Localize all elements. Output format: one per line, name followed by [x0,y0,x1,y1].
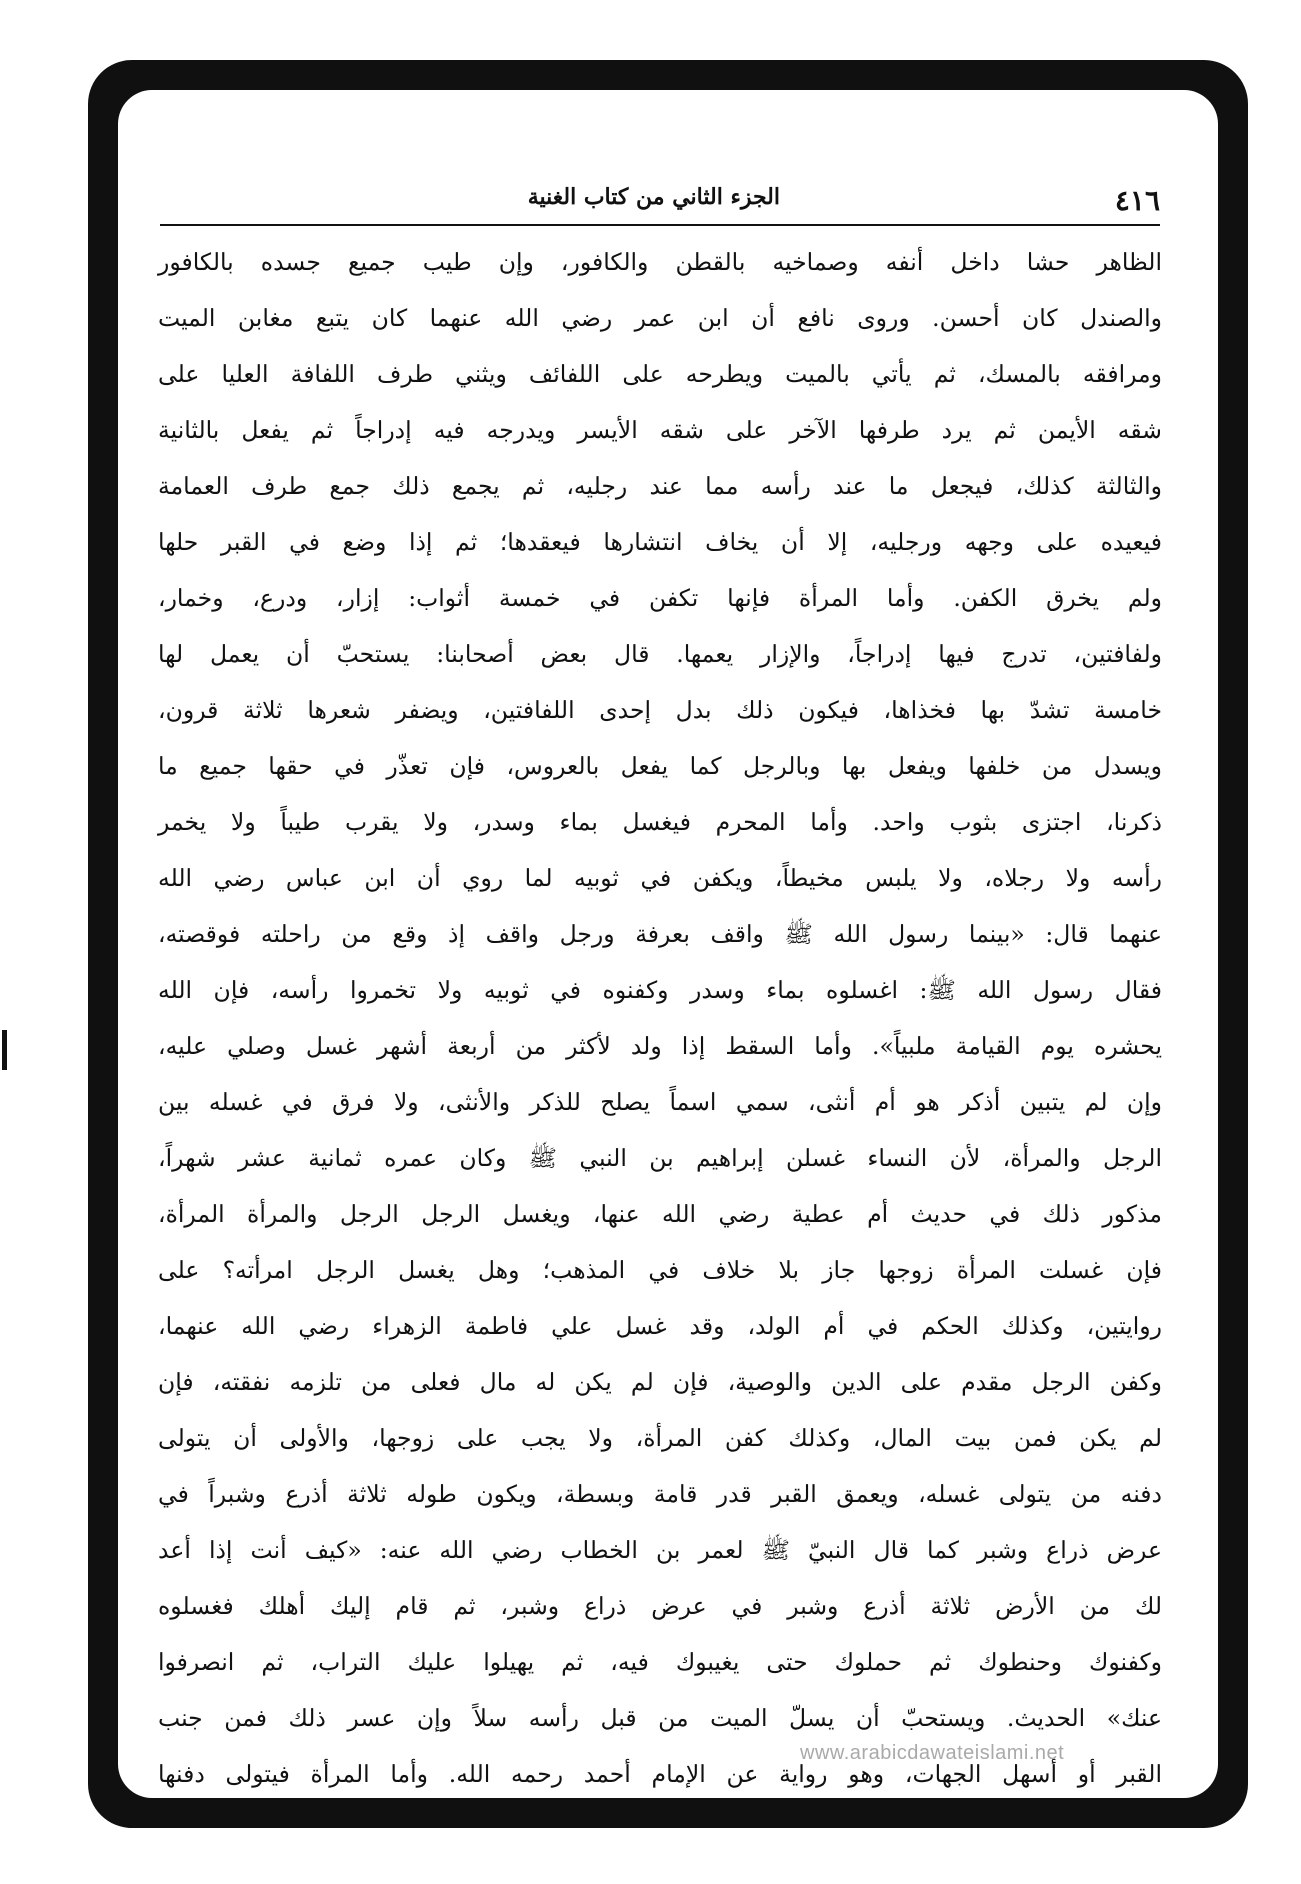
text-line: لم يكن فمن بيت المال، وكذلك كفن المرأة، ولا يجب على زوجها، والأولى أن يتولى [158,1424,1162,1452]
text-line: القبر أو أسهل الجهات، وهو رواية عن الإمام أحمد رحمه الله. وأما المرأة فيتولى دفنها [158,1760,1162,1788]
page-number: ٤١٦ [1114,184,1160,217]
text-line: وكفن الرجل مقدم على الدين والوصية، فإن لم يكن له مال فعلى من تلزمه نفقته، فإن [158,1368,1162,1396]
text-line: خامسة تشدّ بها فخذاها، فيكون ذلك بدل إحدى اللفافتين، ويضفر شعرها ثلاثة قرون، [158,696,1162,724]
text-line: رأسه ولا رجلاه، ولا يلبس مخيطاً، ويكفن في ثوبيه لما روي أن ابن عباس رضي الله [158,864,1162,892]
header-rule [160,224,1160,226]
text-line: مذكور ذلك في حديث أم عطية رضي الله عنها، ويغسل الرجل الرجل والمرأة المرأة، [158,1200,1162,1228]
text-line: الظاهر حشا داخل أنفه وصماخيه بالقطن والكافور، وإن طيب جميع جسده بالكافور [158,248,1162,276]
text-line: ويسدل من خلفها ويفعل بها وبالرجل كما يفعل بالعروس، فإن تعذّر في حقها جميع ما [158,752,1162,780]
text-line: يحشره يوم القيامة ملبياً». وأما السقط إذا ولد لأكثر من أربعة أشهر غسل وصلي عليه، [158,1032,1162,1060]
text-line: والصندل كان أحسن. وروى نافع أن ابن عمر رضي الله عنهما كان يتبع مغابن الميت [158,304,1162,332]
body-text [158,234,1162,1802]
book-title: الجزء الثاني من كتاب الغنية [527,184,780,210]
text-line: فإن غسلت المرأة زوجها جاز بلا خلاف في المذهب؛ وهل يغسل الرجل امرأته؟ على [158,1256,1162,1284]
margin-scan-mark [2,1030,7,1070]
text-line: فيعيده على وجهه ورجليه، إلا أن يخاف انتشارها فيعقدها؛ ثم إذا وضع في القبر حلها [158,528,1162,556]
text-line: وإن لم يتبين أذكر هو أم أنثى، سمي اسماً يصلح للذكر والأنثى، ولا فرق في غسله بين [158,1088,1162,1116]
text-line: ومرافقه بالمسك، ثم يأتي بالميت ويطرحه على اللفائف ويثني طرف اللفافة العليا على [158,360,1162,388]
text-line: ذكرنا، اجتزى بثوب واحد. وأما المحرم فيغسل بماء وسدر، ولا يقرب طيباً ولا يخمر [158,808,1162,836]
text-line: الرجل والمرأة، لأن النساء غسلن إبراهيم بن النبي ﷺ وكان عمره ثمانية عشر شهراً، [158,1144,1162,1172]
text-line: عنك» الحديث. ويستحبّ أن يسلّ الميت من قبل رأسه سلاً وإن عسر ذلك فمن جنب [158,1704,1162,1732]
text-line: ولفافتين، تدرج فيها إدراجاً، والإزار يعمها. قال بعض أصحابنا: يستحبّ أن يعمل لها [158,640,1162,668]
text-line: فقال رسول الله ﷺ: اغسلوه بماء وسدر وكفنوه في ثوبيه ولا تخمروا رأسه، فإن الله [158,976,1162,1004]
text-line: روايتين، وكذلك الحكم في أم الولد، وقد غسل علي فاطمة الزهراء رضي الله عنهما، [158,1312,1162,1340]
text-line: لك من الأرض ثلاثة أذرع وشبر في عرض ذراع وشبر، ثم قام إليك أهلك فغسلوه [158,1592,1162,1620]
text-line: ولم يخرق الكفن. وأما المرأة فإنها تكفن في خمسة أثواب: إزار، ودرع، وخمار، [158,584,1162,612]
text-line: عنهما قال: «بينما رسول الله ﷺ واقف بعرفة ورجل واقف إذ وقع من راحلته فوقصته، [158,920,1162,948]
text-line: دفنه من يتولى غسله، ويعمق القبر قدر قامة وبسطة، ويكون طوله ثلاثة أذرع وشبراً في [158,1480,1162,1508]
running-header [160,178,1160,222]
text-line: والثالثة كذلك، فيجعل ما عند رأسه مما عند رجليه، ثم يجمع ذلك جمع طرف العمامة [158,472,1162,500]
text-line: عرض ذراع وشبر كما قال النبيّ ﷺ لعمر بن الخطاب رضي الله عنه: «كيف أنت إذا أعد [158,1536,1162,1564]
text-line: وكفنوك وحنطوك ثم حملوك حتى يغيبوك فيه، ثم يهيلوا عليك التراب، ثم انصرفوا [158,1648,1162,1676]
text-line: شقه الأيمن ثم يرد طرفها الآخر على شقه الأيسر ويدرجه فيه إدراجاً ثم يفعل بالثانية [158,416,1162,444]
website-watermark: www.arabicdawateislami.net [800,1742,1065,1764]
